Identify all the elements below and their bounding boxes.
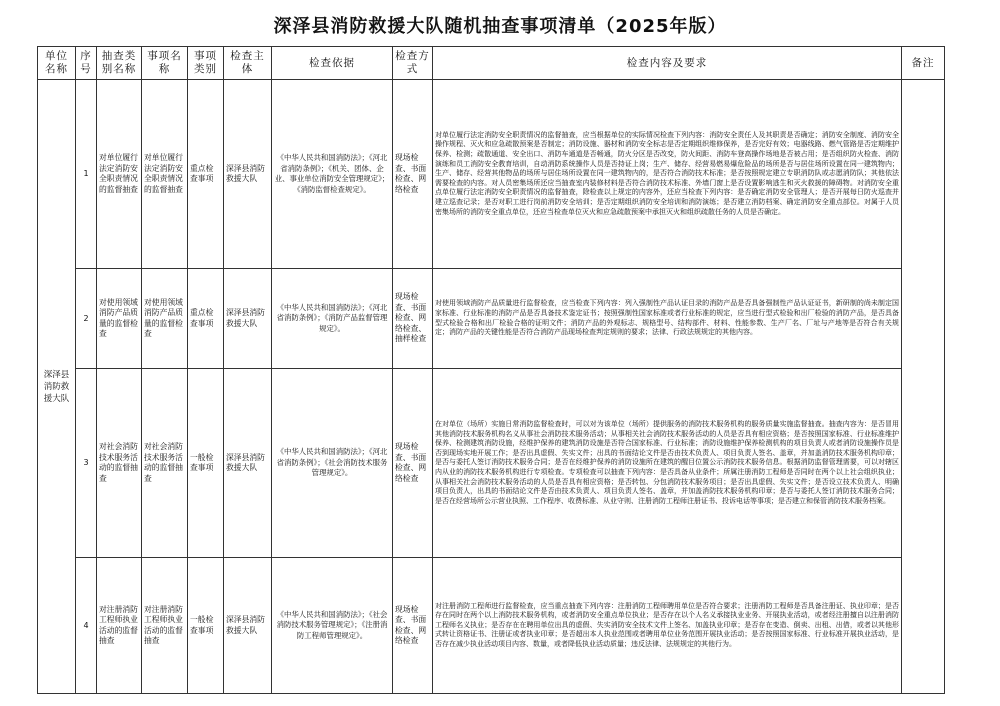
method-cell: 现场检查、书面检查、网络检查、抽样检查	[393, 269, 433, 369]
category-cell: 对注册消防工程师执业活动的监督抽查	[97, 558, 142, 694]
header-basis: 检查依据	[272, 47, 393, 80]
seq-cell: 3	[76, 369, 97, 558]
header-subject: 检查主体	[224, 47, 272, 80]
unit-name-cell: 深泽县消防救援大队	[38, 80, 76, 694]
header-row	[38, 47, 945, 80]
header-seq: 序号	[76, 47, 97, 80]
item-cell: 对社会消防技术服务活动的监督抽查	[142, 369, 188, 558]
method-cell: 现场检查、书面检查、网络检查	[393, 369, 433, 558]
table-row	[38, 80, 945, 269]
method-cell: 现场检查、书面检查、网络检查	[393, 80, 433, 269]
header-category: 抽查类别名称	[97, 47, 142, 80]
category-cell: 对单位履行法定消防安全职责情况的监督抽查	[97, 80, 142, 269]
seq-cell: 4	[76, 558, 97, 694]
header-type: 事项类别	[188, 47, 224, 80]
subject-cell: 深泽县消防救援大队	[224, 269, 272, 369]
table-row	[38, 269, 945, 369]
header-item: 事项名称	[142, 47, 188, 80]
seq-cell: 2	[76, 269, 97, 369]
subject-cell: 深泽县消防救援大队	[224, 558, 272, 694]
header-method: 检查方式	[393, 47, 433, 80]
inspection-table	[37, 46, 945, 694]
category-cell: 对社会消防技术服务活动的监督抽查	[97, 369, 142, 558]
page-title: 深泽县消防救援大队随机抽查事项清单（2025年版）	[273, 16, 727, 37]
basis-cell: 《中华人民共和国消防法》；《河北省消防条例》；《消防产品监督管理规定》。	[272, 269, 393, 369]
item-cell: 对使用领域消防产品质量的监督检查	[142, 269, 188, 369]
item-cell: 对注册消防工程师执业活动的监督抽查	[142, 558, 188, 694]
header-unit: 单位名称	[38, 47, 76, 80]
type-cell: 一般检查事项	[188, 558, 224, 694]
category-cell: 对使用领域消防产品质量的监督检查	[97, 269, 142, 369]
basis-cell: 《中华人民共和国消防法》；《河北省消防条例》；《社会消防技术服务管理规定》。	[272, 369, 393, 558]
type-cell: 重点检查事项	[188, 80, 224, 269]
item-cell: 对单位履行法定消防安全职责情况的监督抽查	[142, 80, 188, 269]
content-cell: 在对单位（场所）实施日常消防监督检查时，可以对为该单位（场所）提供服务的消防技术服务机构的服务质量实施监督抽查。抽查内容为：是否冒用其他消防技术服务机构名义从事社会消防技术服务活动；从事相关社会消防技术服务活动的人员是否具有相应资格；是否按照国家标准、行业标准维护保养、检测建筑消防设施，经维护保养的建筑消防设施是否符合国家标准、行业标准；消防设施维护保养检测机构的项目负责人或者消防设施操作员是否到现场实地开展工作；是否出具虚假、失实文件；出具的书面结论文件是否由技术负责人、项目负责人签名、盖章，并加盖消防技术服务机构印章；是否与委托人签订消防技术服务合同；是否在经维护保养的消防设施所在建筑的醒目位置公示消防技术服务信息。根据消防监督管理需要，可以对辖区内从业的消防技术服务机构进行专项检查。专项检查可以抽查下列内容：是否具备从业条件；所属注册消防工程师是否同时在两个以上社会组织执业；从事相关社会消防技术服务活动的人员是否具有相应资格；是否转包、分包消防技术服务项目；是否出具虚假、失实文件；是否设立技术负责人、明确项目负责人，出具的书面结论文件是否由技术负责人、项目负责人签名、盖章，并加盖消防技术服务机构印章；是否与委托人签订消防技术服务合同；是否在经营场所公示营业执照、工作程序、收费标准、从业守则、注册消防工程师注册证书、投诉电话等事项；是否建立和保管消防技术服务档案。	[433, 369, 902, 558]
content-cell: 对单位履行法定消防安全职责情况的监督抽查，应当根据单位的实际情况检查下列内容：消防安全责任人及其职责是否确定；消防安全制度、消防安全操作规程、灭火和应急疏散预案是否制定；消防设施、器材和消防安全标志是否定期组织维修保养，是否完好有效；电器线路、燃气管路是否定期维护保养、检测；疏散通道、安全出口、消防车通道是否畅通，防火分区是否改变，防火间距、消防车登高操作场地是否被占用；是否组织防火检查、消防演练和员工消防安全教育培训，自动消防系统操作人员是否持证上岗；生产、储存、经营易燃易爆危险品的场所是否与居住场所设置在同一建筑物内；生产、储存、经营其他物品的场所与居住场所设置在同一建筑物内的，是否符合消防技术标准；是否按照规定建立专职消防队或志愿消防队；其他依法需要检查的内容。对人员密集场所还应当抽查室内装修材料是否符合消防技术标准、外墙门窗上是否设置影响逃生和灭火救援的障碍物。对消防安全重点单位履行法定消防安全职责情况的监督抽查，除检查以上规定的内容外，还应当检查下列内容：是否确定消防安全管理人；是否开展每日防火巡查并建立巡查记录；是否对职工进行岗前消防安全培训；是否定期组织消防安全培训和消防演练；是否建立消防档案、确定消防安全重点部位。对属于人员密集场所的消防安全重点单位，还应当检查单位灭火和应急疏散预案中承担灭火和组织疏散任务的人员是否确定。	[433, 80, 902, 269]
basis-cell: 《中华人民共和国消防法》；《河北省消防条例》；《机关、团体、企业、事业单位消防安全管理规定》；《消防监督检查规定》。	[272, 80, 393, 269]
content-cell: 对注册消防工程师进行监督检查，应当重点抽查下列内容：注册消防工程师聘用单位是否符合要求；注册消防工程师是否具备注册证、执业印章；是否存在同时在两个以上消防技术服务机构，或者消防安全重点单位执业；是否存在以个人名义承接执业业务、开展执业活动，或者经注册擅自以注册消防工程师名义执业；是否存在在聘用单位出具的虚假、失实消防安全技术文件上签名、加盖执业印章；是否存在变造、倒卖、出租、出借，或者以其他形式转让资格证书、注册证或者执业印章；是否超出本人执业范围或者聘用单位业务范围开展执业活动；是否按照国家标准、行业标准开展执业活动，是否存在减少执业活动项目内容、数量，或者降低执业活动质量；违反法律、法规规定的其他行为。	[433, 558, 902, 694]
subject-cell: 深泽县消防救援大队	[224, 369, 272, 558]
table-row	[38, 558, 945, 694]
method-cell: 现场检查、书面检查、网络检查	[393, 558, 433, 694]
seq-cell: 1	[76, 80, 97, 269]
header-content: 检查内容及要求	[433, 47, 902, 80]
basis-cell: 《中华人民共和国消防法》；《社会消防技术服务管理规定》；《注册消防工程师管理规定》。	[272, 558, 393, 694]
remarks-cell	[902, 80, 945, 694]
type-cell: 一般检查事项	[188, 369, 224, 558]
header-remarks: 备注	[902, 47, 945, 80]
content-cell: 对使用领域消防产品质量进行监督检查，应当检查下列内容：列入强制性产品认证目录的消防产品是否具备强制性产品认证证书，新研制的尚未制定国家标准、行业标准的消防产品是否具备技术鉴定证书；按照强制性国家标准或者行业标准的规定，应当进行型式检验和出厂检验的消防产品，是否具备型式检验合格和出厂检验合格的证明文件；消防产品的外观标志、规格型号、结构部件、材料、性能参数、生产厂名、厂址与产地等是否符合有关规定；消防产品的关键性能是否符合消防产品现场检查判定规则的要求；法律、行政法规规定的其他内容。	[433, 269, 902, 369]
subject-cell: 深泽县消防救援大队	[224, 80, 272, 269]
type-cell: 重点检查事项	[188, 269, 224, 369]
table-row	[38, 369, 945, 558]
